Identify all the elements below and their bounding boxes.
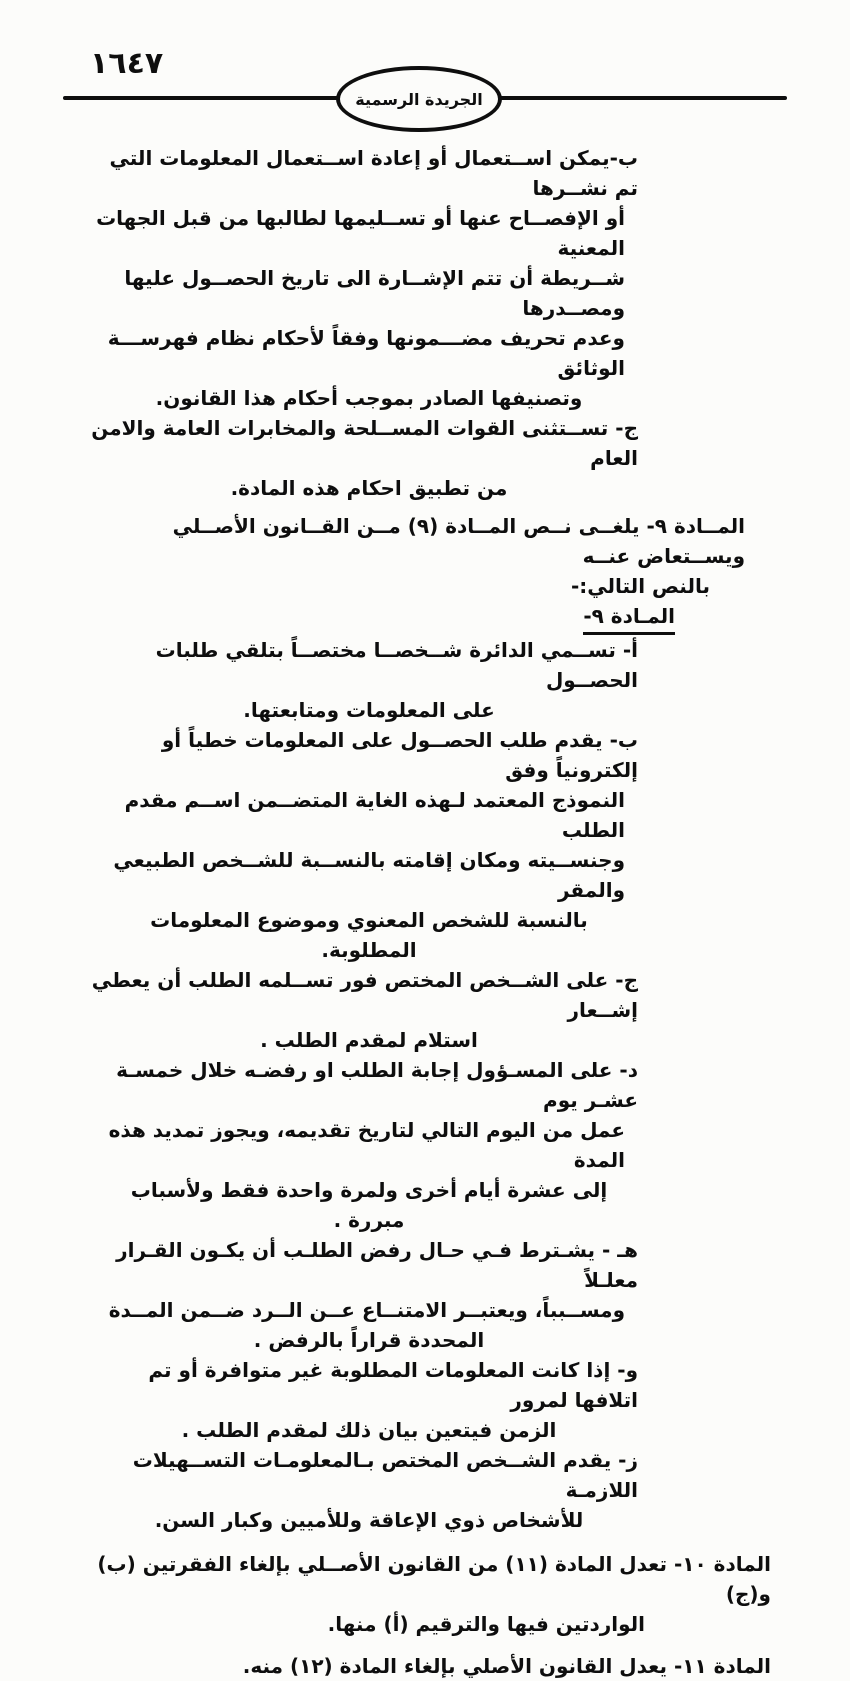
item-z-line: للأشخاص ذوي الإعاقة وللأميين وكبار السن. [154, 1508, 584, 1532]
article-10-line: الواردتين فيها والترقيم (أ) منها. [327, 1612, 645, 1636]
item-j-line: استلام لمقدم الطلب . [260, 1028, 478, 1052]
item-w-line: و- إذا كانت المعلومات المطلوبة غير متوافرة أو تم اتلافها لمرور [148, 1358, 638, 1412]
clause-j-line: ج- تســتثنى القوات المســلحة والمخابرات العامة والامن العام [91, 416, 638, 470]
item-a-line: أ- تســمي الدائرة شــخصــا مختصــاً بتلقي طلبات الحصــول [155, 638, 638, 692]
page-number: ١٦٤٧ [90, 46, 164, 81]
page-header [0, 0, 850, 143]
item-b-line: بالنسبة للشخص المعنوي وموضوع المعلومات المطلوبة. [150, 908, 588, 962]
article-9-label [85, 601, 775, 635]
clause-b-line: وعدم تحريف مضـــمونها وفقاً لأحكام نظام فهرســـة الوثائق [107, 326, 625, 380]
clause-b-line: شــريطة أن تتم الإشــارة الى تاريخ الحصــول عليها ومصــدرها [124, 266, 625, 320]
clause-b-line: ب-يمكن اســتعمال أو إعادة اســتعمال المعلومات التي تم نشــرها [109, 146, 638, 200]
item-w-line: الزمن فيتعين بيان ذلك لمقدم الطلب . [181, 1418, 557, 1442]
gazette-title: الجريدة الرسمية [355, 89, 483, 109]
item-z-line: ز- يقدم الشــخص المختص بـالمعلومـات التســهيلات اللازمـة [132, 1448, 638, 1502]
article-9-label-text: المـادة ٩- [583, 601, 675, 635]
item-b-line: ب- يقدم طلب الحصــول على المعلومات خطياً أو إلكترونياً وفق [161, 728, 638, 782]
article-9-amendment-line: بالنص التالي:- [570, 574, 710, 598]
gazette-seal [336, 66, 502, 132]
clause-b-line: أو الإفصــاح عنها أو تســليمها لطالبها من قبل الجهات المعنية [96, 206, 625, 260]
document-body [85, 143, 775, 1681]
item-h-line: المحددة قراراً بالرفض . [253, 1328, 485, 1352]
item-h-line: ومســبباً، ويعتبــر الامتنــاع عــن الــرد ضــمن المــدة [108, 1298, 625, 1322]
item-h-line: هـ - يشـترط فـي حـال رفض الطلـب أن يكـون القـرار معلـلاً [116, 1238, 638, 1292]
item-d-line: د- على المسـؤول إجابة الطلب او رفضـه خلال خمسـة عشـر يوم [116, 1058, 638, 1112]
item-d-line: عمل من اليوم التالي لتاريخ تقديمه، ويجوز تمديد هذه المدة [108, 1118, 625, 1172]
item-j-line: ج- على الشــخص المختص فور تســلمه الطلب أن يعطي إشــعار [91, 968, 638, 1022]
article-11-line: المادة ١١- يعدل القانون الأصلي بإلغاء المادة (١٢) منه. [242, 1654, 771, 1678]
clause-j-line: من تطبيق احكام هذه المادة. [230, 476, 508, 500]
item-b-line: وجنســيته ومكان إقامته بالنســبة للشــخص الطبيعي والمقر [113, 848, 625, 902]
item-a-line: على المعلومات ومتابعتها. [243, 698, 495, 722]
item-d-line: إلى عشرة أيام أخرى ولمرة واحدة فقط ولأسباب مبررة . [130, 1178, 608, 1232]
article-10-line: المادة ١٠- تعدل المادة (١١) من القانون الأصــلي بإلغاء الفقرتين (ب) و(ج) [97, 1552, 771, 1606]
item-b-line: النموذج المعتمد لـهذه الغاية المتضــمن اســم مقدم الطلب [124, 788, 625, 842]
clause-b-line: وتصنيفها الصادر بموجب أحكام هذا القانون. [155, 386, 583, 410]
article-9-amendment-line: المــادة ٩- يلغــى نــص المــادة (٩) مــن القــانون الأصــلي ويســتعاض عنــه [172, 514, 745, 568]
